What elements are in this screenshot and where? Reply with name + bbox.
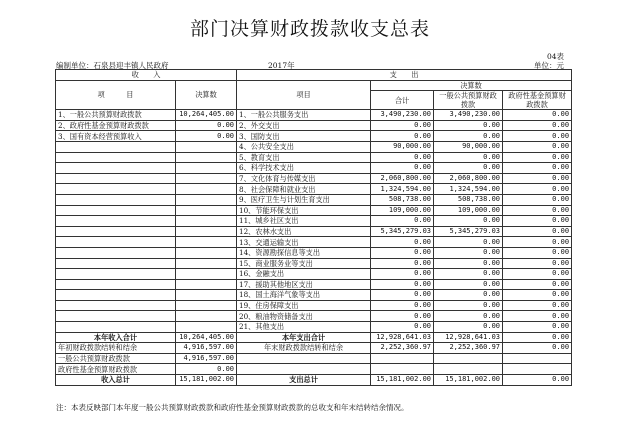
table-row [56, 300, 572, 311]
income-amount-cell [176, 279, 237, 290]
year-income-total-label: 本年收入合计 [56, 332, 176, 343]
expense-general-cell: 0.00 [434, 237, 503, 248]
table-row [56, 279, 572, 290]
expense-fund-cell: 0.00 [503, 163, 572, 174]
expense-item-cell: 1、一般公共服务支出 [237, 110, 371, 121]
total-header: 合计 [371, 91, 434, 110]
expense-item-cell: 18、国土海洋气象等支出 [237, 290, 371, 301]
expense-item-cell: 10、节能环保支出 [237, 205, 371, 216]
expense-item-cell: 5、教育支出 [237, 152, 371, 163]
expense-general-cell: 0.00 [434, 216, 503, 227]
expense-general-cell: 0.00 [434, 152, 503, 163]
expense-general-cell: 0.00 [434, 269, 503, 280]
empty-cell [371, 353, 434, 364]
income-item-cell [56, 237, 176, 248]
income-amount-cell [176, 300, 237, 311]
expense-fund-cell: 0.00 [503, 300, 572, 311]
carry-over-row [56, 343, 572, 354]
table-row [56, 110, 572, 121]
expense-item-cell: 12、农林水支出 [237, 226, 371, 237]
income-amount-cell: 0.00 [176, 131, 237, 142]
opening-balance-amount: 4,916,597.00 [176, 343, 237, 354]
expense-general-cell: 109,000.00 [434, 205, 503, 216]
grand-income-total-amount: 15,181,002.00 [176, 375, 237, 386]
expense-general-cell: 0.00 [434, 120, 503, 131]
carry-general-amount: 4,916,597.00 [176, 353, 237, 364]
empty-cell [237, 364, 371, 375]
income-item-cell [56, 226, 176, 237]
expense-fund-cell: 0.00 [503, 269, 572, 280]
expense-fund-cell: 0.00 [503, 247, 572, 258]
income-item-cell [56, 173, 176, 184]
table-row [56, 194, 572, 205]
empty-cell [503, 364, 572, 375]
year-expense-total: 12,928,641.03 [371, 332, 434, 343]
expense-item-cell: 7、文化体育与传媒支出 [237, 173, 371, 184]
expense-general-cell: 2,060,800.00 [434, 173, 503, 184]
income-amount-cell: 0.00 [176, 120, 237, 131]
expense-general-cell: 1,324,594.00 [434, 184, 503, 195]
income-item-cell [56, 152, 176, 163]
general-budget-header: 一般公共预算财政拨款 [434, 91, 503, 110]
expense-total-cell: 0.00 [371, 163, 434, 174]
empty-cell [434, 364, 503, 375]
expense-total-cell: 0.00 [371, 279, 434, 290]
income-item-cell [56, 247, 176, 258]
empty-cell [371, 364, 434, 375]
expense-item-cell: 13、交通运输支出 [237, 237, 371, 248]
income-item-cell [56, 163, 176, 174]
expense-general-cell: 90,000.00 [434, 141, 503, 152]
income-amount-cell [176, 194, 237, 205]
carry-fund-amount: 0.00 [176, 364, 237, 375]
table-row [56, 141, 572, 152]
income-amount-cell [176, 290, 237, 301]
year-expense-fund: 0.00 [503, 332, 572, 343]
income-item-cell [56, 322, 176, 333]
grand-expense-total-label: 支出总计 [237, 375, 371, 386]
year-expense-total-label: 本年支出合计 [237, 332, 371, 343]
income-item-cell [56, 300, 176, 311]
expense-fund-cell: 0.00 [503, 311, 572, 322]
income-item-cell [56, 194, 176, 205]
expense-item-cell: 9、医疗卫生与计划生育支出 [237, 194, 371, 205]
expense-total-cell: 0.00 [371, 216, 434, 227]
income-amount-cell [176, 258, 237, 269]
income-amount-cell [176, 269, 237, 280]
expense-total-cell: 0.00 [371, 311, 434, 322]
expense-general-cell: 0.00 [434, 247, 503, 258]
form-code: 04表 [546, 52, 564, 61]
expense-item-cell: 3、国防支出 [237, 131, 371, 142]
expense-fund-cell: 0.00 [503, 131, 572, 142]
income-item-cell [56, 141, 176, 152]
expense-total-cell: 0.00 [371, 290, 434, 301]
table-row [56, 269, 572, 280]
income-item-cell [56, 205, 176, 216]
empty-cell [503, 353, 572, 364]
income-amount-cell [176, 322, 237, 333]
expense-total-cell: 508,738.00 [371, 194, 434, 205]
expense-total-cell: 90,000.00 [371, 141, 434, 152]
year-total-row [56, 332, 572, 343]
expense-fund-cell: 0.00 [503, 290, 572, 301]
table-row [56, 290, 572, 301]
expense-item-cell: 19、住房保障支出 [237, 300, 371, 311]
expense-item-cell: 20、粮油物资储备支出 [237, 311, 371, 322]
income-item-cell [56, 216, 176, 227]
expense-general-cell: 0.00 [434, 300, 503, 311]
income-amount-cell [176, 247, 237, 258]
expense-fund-cell: 0.00 [503, 205, 572, 216]
income-item-cell: 3、国有资本经营预算收入 [56, 131, 176, 142]
closing-balance-fund: 0.00 [503, 343, 572, 354]
expense-general-cell: 0.00 [434, 258, 503, 269]
opening-balance-label: 年初财政拨款结转和结余 [56, 343, 176, 354]
income-amount-cell [176, 311, 237, 322]
expense-item-cell: 11、城乡社区支出 [237, 216, 371, 227]
expense-item-cell: 15、商业服务业等支出 [237, 258, 371, 269]
income-item-header: 项 目 [56, 80, 176, 110]
expense-general-cell: 0.00 [434, 322, 503, 333]
grand-expense-fund: 0.00 [503, 375, 572, 386]
expense-general-cell: 0.00 [434, 163, 503, 174]
year-income-total-amount: 10,264,405.00 [176, 332, 237, 343]
income-amount-cell [176, 152, 237, 163]
expense-fund-cell: 0.00 [503, 258, 572, 269]
grand-income-total-label: 收入总计 [56, 375, 176, 386]
expense-item-cell: 17、援助其他地区支出 [237, 279, 371, 290]
expense-item-header: 项目 [237, 80, 371, 110]
expense-fund-cell: 0.00 [503, 237, 572, 248]
carry-general-row [56, 353, 572, 364]
expense-fund-cell: 0.00 [503, 110, 572, 121]
expense-item-cell: 21、其他支出 [237, 322, 371, 333]
expense-general-cell: 0.00 [434, 290, 503, 301]
table-row [56, 131, 572, 142]
closing-balance-total: 2,252,360.97 [371, 343, 434, 354]
income-item-cell: 2、政府性基金预算财政拨款 [56, 120, 176, 131]
table-row [56, 184, 572, 195]
expense-fund-cell: 0.00 [503, 216, 572, 227]
grand-expense-general: 15,181,002.00 [434, 375, 503, 386]
expense-general-cell: 0.00 [434, 311, 503, 322]
expense-item-cell: 16、金融支出 [237, 269, 371, 280]
expense-fund-cell: 0.00 [503, 184, 572, 195]
expense-total-cell: 3,490,230.00 [371, 110, 434, 121]
expense-total-cell: 0.00 [371, 131, 434, 142]
gov-fund-header: 政府性基金预算财政拨款 [503, 91, 572, 110]
expense-total-cell: 0.00 [371, 258, 434, 269]
grand-total-row [56, 375, 572, 386]
income-amount-header: 决算数 [176, 80, 237, 110]
income-amount-cell: 10,264,405.00 [176, 110, 237, 121]
income-item-cell [56, 184, 176, 195]
expense-general-cell: 0.00 [434, 279, 503, 290]
table-row [56, 152, 572, 163]
expense-total-cell: 0.00 [371, 322, 434, 333]
table-row [56, 120, 572, 131]
income-amount-cell [176, 184, 237, 195]
year-expense-general: 12,928,641.03 [434, 332, 503, 343]
expense-fund-cell: 0.00 [503, 279, 572, 290]
expense-total-cell: 1,324,594.00 [371, 184, 434, 195]
expense-general-cell: 0.00 [434, 131, 503, 142]
expense-total-cell: 0.00 [371, 247, 434, 258]
expense-item-cell: 2、外交支出 [237, 120, 371, 131]
expense-fund-cell: 0.00 [503, 322, 572, 333]
table-row [56, 247, 572, 258]
year-label: 2017年 [268, 61, 295, 70]
closing-balance-general: 2,252,360.97 [434, 343, 503, 354]
expense-fund-cell: 0.00 [503, 173, 572, 184]
expense-item-cell: 14、资源勘探信息等支出 [237, 247, 371, 258]
expense-total-cell: 0.00 [371, 237, 434, 248]
expense-total-cell: 0.00 [371, 269, 434, 280]
expense-amount-group-header: 决算数 [371, 80, 572, 91]
income-amount-cell [176, 163, 237, 174]
expense-general-cell: 3,490,230.00 [434, 110, 503, 121]
expense-fund-cell: 0.00 [503, 194, 572, 205]
carry-fund-row [56, 364, 572, 375]
closing-balance-label: 年末财政拨款结转和结余 [237, 343, 371, 354]
expense-total-cell: 0.00 [371, 120, 434, 131]
income-item-cell [56, 311, 176, 322]
grand-expense-total: 15,181,002.00 [371, 375, 434, 386]
empty-cell [237, 353, 371, 364]
expense-total-cell: 109,000.00 [371, 205, 434, 216]
table-row [56, 237, 572, 248]
carry-fund-label: 政府性基金预算财政拨款 [56, 364, 176, 375]
expense-fund-cell: 0.00 [503, 226, 572, 237]
expense-total-cell: 5,345,279.03 [371, 226, 434, 237]
expense-total-cell: 0.00 [371, 152, 434, 163]
table-row [56, 205, 572, 216]
expense-total-cell: 0.00 [371, 300, 434, 311]
income-amount-cell [176, 205, 237, 216]
income-amount-cell [176, 216, 237, 227]
income-header: 收 入 [56, 70, 237, 81]
expense-fund-cell: 0.00 [503, 141, 572, 152]
income-item-cell [56, 290, 176, 301]
expense-item-cell: 8、社会保障和就业支出 [237, 184, 371, 195]
carry-general-label: 一般公共预算财政拨款 [56, 353, 176, 364]
expense-general-cell: 508,738.00 [434, 194, 503, 205]
income-amount-cell [176, 226, 237, 237]
table-row [56, 173, 572, 184]
table-row [56, 216, 572, 227]
table-row [56, 226, 572, 237]
income-item-cell: 1、一般公共预算财政拨款 [56, 110, 176, 121]
expense-item-cell: 4、公共安全支出 [237, 141, 371, 152]
org-label: 编制单位：石泉县迎丰镇人民政府 [56, 61, 169, 70]
table-row [56, 163, 572, 174]
income-item-cell [56, 269, 176, 280]
table-row [56, 322, 572, 333]
empty-cell [434, 353, 503, 364]
income-amount-cell [176, 237, 237, 248]
income-amount-cell [176, 173, 237, 184]
budget-table [55, 69, 572, 386]
expense-fund-cell: 0.00 [503, 152, 572, 163]
expense-total-cell: 2,060,800.00 [371, 173, 434, 184]
expense-item-cell: 6、科学技术支出 [237, 163, 371, 174]
unit-label: 单位：元 [534, 61, 564, 70]
expense-fund-cell: 0.00 [503, 120, 572, 131]
income-amount-cell [176, 141, 237, 152]
table-row [56, 258, 572, 269]
table-row [56, 311, 572, 322]
page-title: 部门决算财政拨款收支总表 [189, 18, 430, 40]
footnote: 注：本表反映部门本年度一般公共预算财政拨款和政府性基金预算财政拨款的总收支和年末结转结余情况。 [56, 403, 409, 412]
income-item-cell [56, 279, 176, 290]
income-item-cell [56, 258, 176, 269]
expense-header: 支 出 [237, 70, 572, 81]
expense-general-cell: 5,345,279.03 [434, 226, 503, 237]
